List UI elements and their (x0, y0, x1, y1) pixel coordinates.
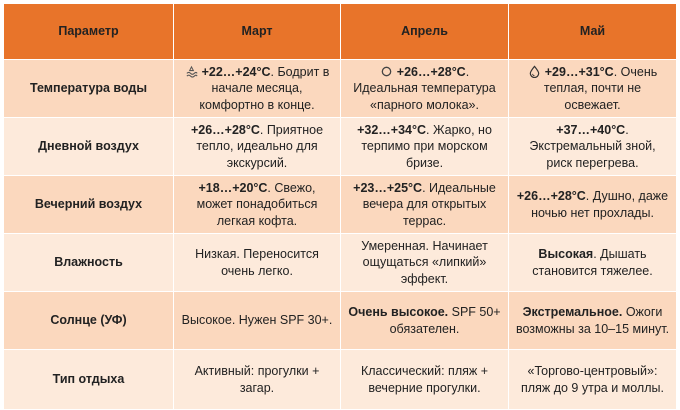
cell-text: Умеренная. Начинает ощущаться «липкий» эффект. (361, 238, 488, 286)
cell (509, 176, 677, 234)
row-label: Температура воды (4, 60, 174, 118)
cell (174, 292, 341, 350)
row-label: Тип отдыха (4, 350, 174, 410)
cell (509, 234, 677, 292)
cell-bold: Экстремальное. (522, 305, 623, 319)
header-march: Март (174, 4, 341, 60)
cell-text: . Идеальная температура «парного молока». (353, 64, 496, 112)
cell-bold: +18…+20°C (198, 180, 268, 195)
cell (341, 350, 509, 410)
cell (174, 118, 341, 176)
comparison-table (3, 3, 677, 410)
table-row (4, 118, 677, 176)
table-row (4, 350, 677, 410)
cell-bold: Очень высокое. (348, 305, 449, 319)
cell-text: . Душно, даже ночью нет прохлады. (531, 189, 669, 220)
cell-text: . Идеальные вечера для открытых террас. (362, 180, 496, 228)
table-row (4, 292, 677, 350)
header-may: Май (509, 4, 677, 60)
water-waves-icon (185, 65, 198, 78)
cell-bold: +22…+24°C (201, 64, 271, 79)
cell-bold: +26…+28°C (516, 189, 586, 203)
cell-text: . Дышать становится тяжелее. (532, 247, 653, 278)
table-row (4, 176, 677, 234)
cell (341, 292, 509, 350)
row-label: Вечерний воздух (4, 176, 174, 234)
cell-bold: +29…+31°C (544, 64, 614, 79)
cell (509, 292, 677, 350)
cell (174, 350, 341, 410)
row-label: Солнце (УФ) (4, 292, 174, 350)
cell (509, 60, 677, 118)
cell (341, 234, 509, 292)
cell-text: . Бодрит в начале месяца, комфортно в конце. (199, 64, 330, 112)
header-row (4, 4, 677, 60)
sun-circle-icon (380, 65, 393, 78)
cell-text: Низкая. Переносится очень легко. (195, 247, 319, 278)
cell (341, 60, 509, 118)
cell-text: Активный: прогулки + загар. (194, 364, 320, 395)
cell-text: «Торгово-центровый»: пляж до 9 утра и моллы. (521, 364, 664, 395)
cell-bold: +37…+40°C (556, 122, 626, 137)
header-param: Параметр (4, 4, 174, 60)
cell-bold: +26…+28°C (396, 64, 466, 79)
cell-text: . Приятное тепло, идеально для экскурсий. (196, 122, 324, 170)
row-label: Дневной воздух (4, 118, 174, 176)
cell-bold: +32…+34°C (357, 122, 427, 137)
cell (341, 176, 509, 234)
cell (174, 60, 341, 118)
row-label: Влажность (4, 234, 174, 292)
cell (509, 118, 677, 176)
cell (174, 176, 341, 234)
cell-bold: +26…+28°C (190, 122, 260, 137)
cell-text: . Жарко, но терпимо при морском бризе. (361, 122, 492, 170)
cell-text: Классический: пляж + вечерние прогулки. (360, 364, 489, 395)
cell-bold: +23…+25°C (353, 180, 423, 195)
cell-text: . Экстремальный зной, риск перегрева. (529, 122, 656, 170)
cell-text: SPF 50+ обязателен. (389, 305, 501, 336)
water-drop-icon (528, 65, 541, 78)
table-row (4, 60, 677, 118)
cell-text: Ожоги возможны за 10–15 минут. (515, 305, 670, 336)
cell-bold: Высокая (538, 247, 594, 261)
cell (174, 234, 341, 292)
cell-text: Высокое. Нужен SPF 30+. (181, 313, 333, 328)
header-april: Апрель (341, 4, 509, 60)
table-row (4, 234, 677, 292)
cell-text: . Свежо, может понадобиться легкая кофта. (196, 180, 318, 228)
cell (509, 350, 677, 410)
cell-text: . Очень теплая, почти не освежает. (543, 64, 658, 112)
cell (341, 118, 509, 176)
